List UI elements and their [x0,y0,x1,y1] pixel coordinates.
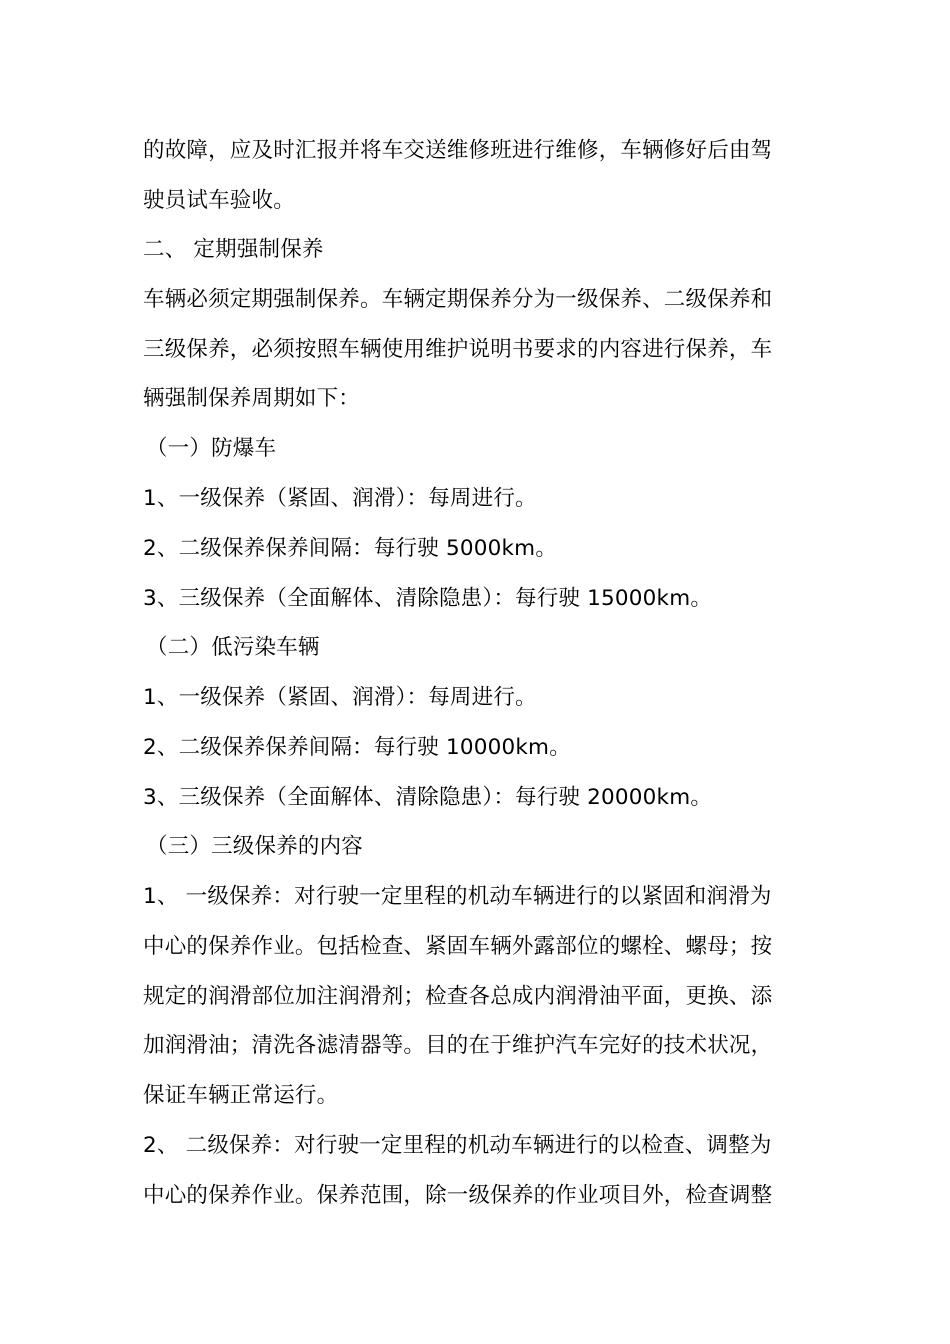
paragraph-line: 三级保养，必须按照车辆使用维护说明书要求的内容进行保养，车 [143,337,773,362]
list-item: 3、三级保养（全面解体、清除隐患）：每行驶 15000km。 [143,586,713,611]
subsection-heading: （一）防爆车 [146,436,277,461]
paragraph-line: 车辆必须定期强制保养。车辆定期保养分为一级保养、二级保养和 [143,287,773,312]
section-heading: 二、 定期强制保养 [143,237,324,262]
paragraph-line: 规定的润滑部位加注润滑剂；检查各总成内润滑油平面，更换、添 [143,984,773,1009]
paragraph-line: 加润滑油；清洗各滤清器等。目的在于维护汽车完好的技术状况， [143,1033,773,1058]
list-item: 2、二级保养保养间隔：每行驶 10000km。 [143,735,571,760]
subsection-heading: （三）三级保养的内容 [146,834,364,859]
paragraph-line: 驶员试车验收。 [143,188,295,213]
list-item: 1、一级保养（紧固、润滑）：每周进行。 [143,685,537,710]
paragraph-line: 中心的保养作业。包括检查、紧固车辆外露部位的螺栓、螺母；按 [143,934,773,959]
paragraph-line: 中心的保养作业。保养范围，除一级保养的作业项目外，检查调整 [143,1183,773,1208]
list-item: 2、 二级保养：对行驶一定里程的机动车辆进行的以检查、调整为 [143,1133,772,1158]
paragraph-line: 保证车辆正常运行。 [143,1083,339,1108]
list-item: 2、二级保养保养间隔：每行驶 5000km。 [143,536,558,561]
paragraph-line: 辆强制保养周期如下： [143,386,361,411]
list-item: 1、一级保养（紧固、润滑）：每周进行。 [143,486,537,511]
subsection-heading: （二）低污染车辆 [146,635,320,660]
paragraph-line: 的故障，应及时汇报并将车交送维修班进行维修，车辆修好后由驾 [143,138,773,163]
list-item: 3、三级保养（全面解体、清除隐患）：每行驶 20000km。 [143,785,713,810]
list-item: 1、 一级保养：对行驶一定里程的机动车辆进行的以紧固和润滑为 [143,884,772,909]
